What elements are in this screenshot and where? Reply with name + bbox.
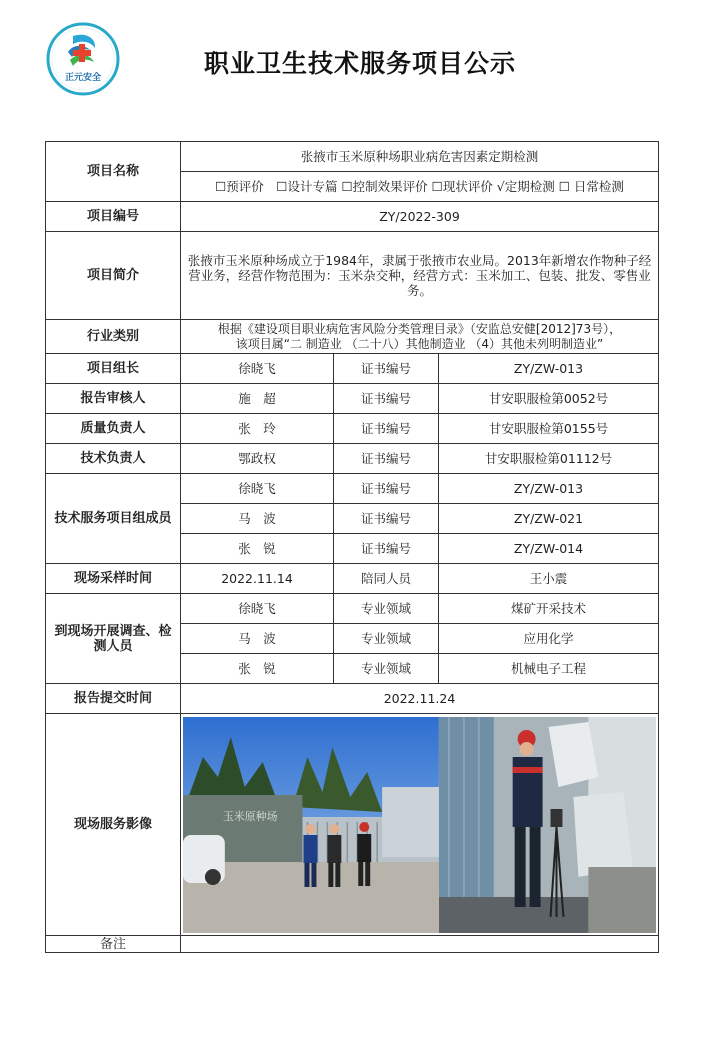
project-info-table (45, 141, 659, 953)
member-cert: ZY/ZW-013 (439, 474, 659, 504)
industry-label: 行业类别 (46, 320, 181, 354)
row-project-no (46, 202, 659, 232)
leader-cert-label: 证书编号 (334, 354, 439, 384)
onsite-name: 马 波 (181, 624, 334, 654)
logo-text: 正元安全 (64, 73, 102, 83)
row-sampling (46, 564, 659, 594)
reviewer-label: 报告审核人 (46, 384, 181, 414)
industry-value (181, 320, 659, 354)
page-title: 职业卫生技术服务项目公示 (203, 49, 516, 78)
member-name: 徐晓飞 (181, 474, 334, 504)
photos-label: 现场服务影像 (46, 714, 181, 936)
companion-label: 陪同人员 (334, 564, 439, 594)
companion-name: 王小震 (439, 564, 659, 594)
member-name: 张 锐 (181, 534, 334, 564)
project-name-value: 张掖市玉米原种场职业病危害因素定期检测 (181, 142, 659, 172)
members-label: 技术服务项目组成员 (46, 474, 181, 564)
technical-cert-label: 证书编号 (334, 444, 439, 474)
row-leader (46, 354, 659, 384)
remark-label: 备注 (46, 936, 181, 953)
member-cert: ZY/ZW-021 (439, 504, 659, 534)
member-cert-label: 证书编号 (334, 534, 439, 564)
sign-text: 玉米原种场 (222, 809, 278, 823)
row-member (46, 474, 659, 504)
row-reviewer (46, 384, 659, 414)
row-submit (46, 684, 659, 714)
member-name: 马 波 (181, 504, 334, 534)
onsite-field: 煤矿开采技术 (439, 594, 659, 624)
project-no-value: ZY/2022-309 (181, 202, 659, 232)
onsite-field-label: 专业领域 (334, 594, 439, 624)
site-photo-indoor (439, 717, 656, 933)
onsite-name: 张 锐 (181, 654, 334, 684)
quality-label: 质量负责人 (46, 414, 181, 444)
member-cert-label: 证书编号 (334, 504, 439, 534)
technical-cert: 甘安职服检第01112号 (439, 444, 659, 474)
member-cert: ZY/ZW-014 (439, 534, 659, 564)
onsite-field-label: 专业领域 (334, 624, 439, 654)
sampling-label: 现场采样时间 (46, 564, 181, 594)
row-remark (46, 936, 659, 953)
technical-name: 鄂政权 (181, 444, 334, 474)
reviewer-cert: 甘安职服检第0052号 (439, 384, 659, 414)
onsite-field: 机械电子工程 (439, 654, 659, 684)
onsite-field: 应用化学 (439, 624, 659, 654)
project-name-label: 项目名称 (46, 142, 181, 202)
reviewer-name: 施 超 (181, 384, 334, 414)
onsite-field-label: 专业领域 (334, 654, 439, 684)
project-no-label: 项目编号 (46, 202, 181, 232)
sampling-date: 2022.11.14 (181, 564, 334, 594)
row-project-name (46, 142, 659, 172)
row-quality (46, 414, 659, 444)
onsite-name: 徐晓飞 (181, 594, 334, 624)
row-technical (46, 444, 659, 474)
quality-cert: 甘安职服检第0155号 (439, 414, 659, 444)
remark-value (181, 936, 659, 953)
leader-label: 项目组长 (46, 354, 181, 384)
leader-name: 徐晓飞 (181, 354, 334, 384)
technical-label: 技术负责人 (46, 444, 181, 474)
onsite-label: 到现场开展调查、检测人员 (46, 594, 181, 684)
submit-date: 2022.11.24 (181, 684, 659, 714)
row-onsite (46, 594, 659, 624)
industry-value-line1: 根据《建设项目职业病危害风险分类管理目录》（安监总安健[2012]73号）， (217, 321, 622, 336)
project-intro-value: 张掖市玉米原种场成立于1984年，隶属于张掖市农业局。2013年新增农作物种子经营业务，经营作物范围为：玉米杂交种，经营方式：玉米加工、包装、批发、零售业务。 (181, 232, 659, 320)
quality-cert-label: 证书编号 (334, 414, 439, 444)
reviewer-cert-label: 证书编号 (334, 384, 439, 414)
row-industry (46, 320, 659, 354)
industry-value-line2: 该项目属“二 制造业 （二十八）其他制造业 （4）其他未列明制造业” (235, 336, 604, 351)
row-photos (46, 714, 659, 936)
project-intro-label: 项目简介 (46, 232, 181, 320)
leader-cert: ZY/ZW-013 (439, 354, 659, 384)
submit-label: 报告提交时间 (46, 684, 181, 714)
quality-name: 张 玲 (181, 414, 334, 444)
member-cert-label: 证书编号 (334, 474, 439, 504)
site-photo-gate (183, 717, 439, 933)
photos-cell (181, 714, 659, 936)
project-type-options: ☐预评价 ☐设计专篇 ☐控制效果评价 ☐现状评价 √定期检测 ☐ 日常检测 (181, 172, 659, 202)
row-project-intro (46, 232, 659, 320)
